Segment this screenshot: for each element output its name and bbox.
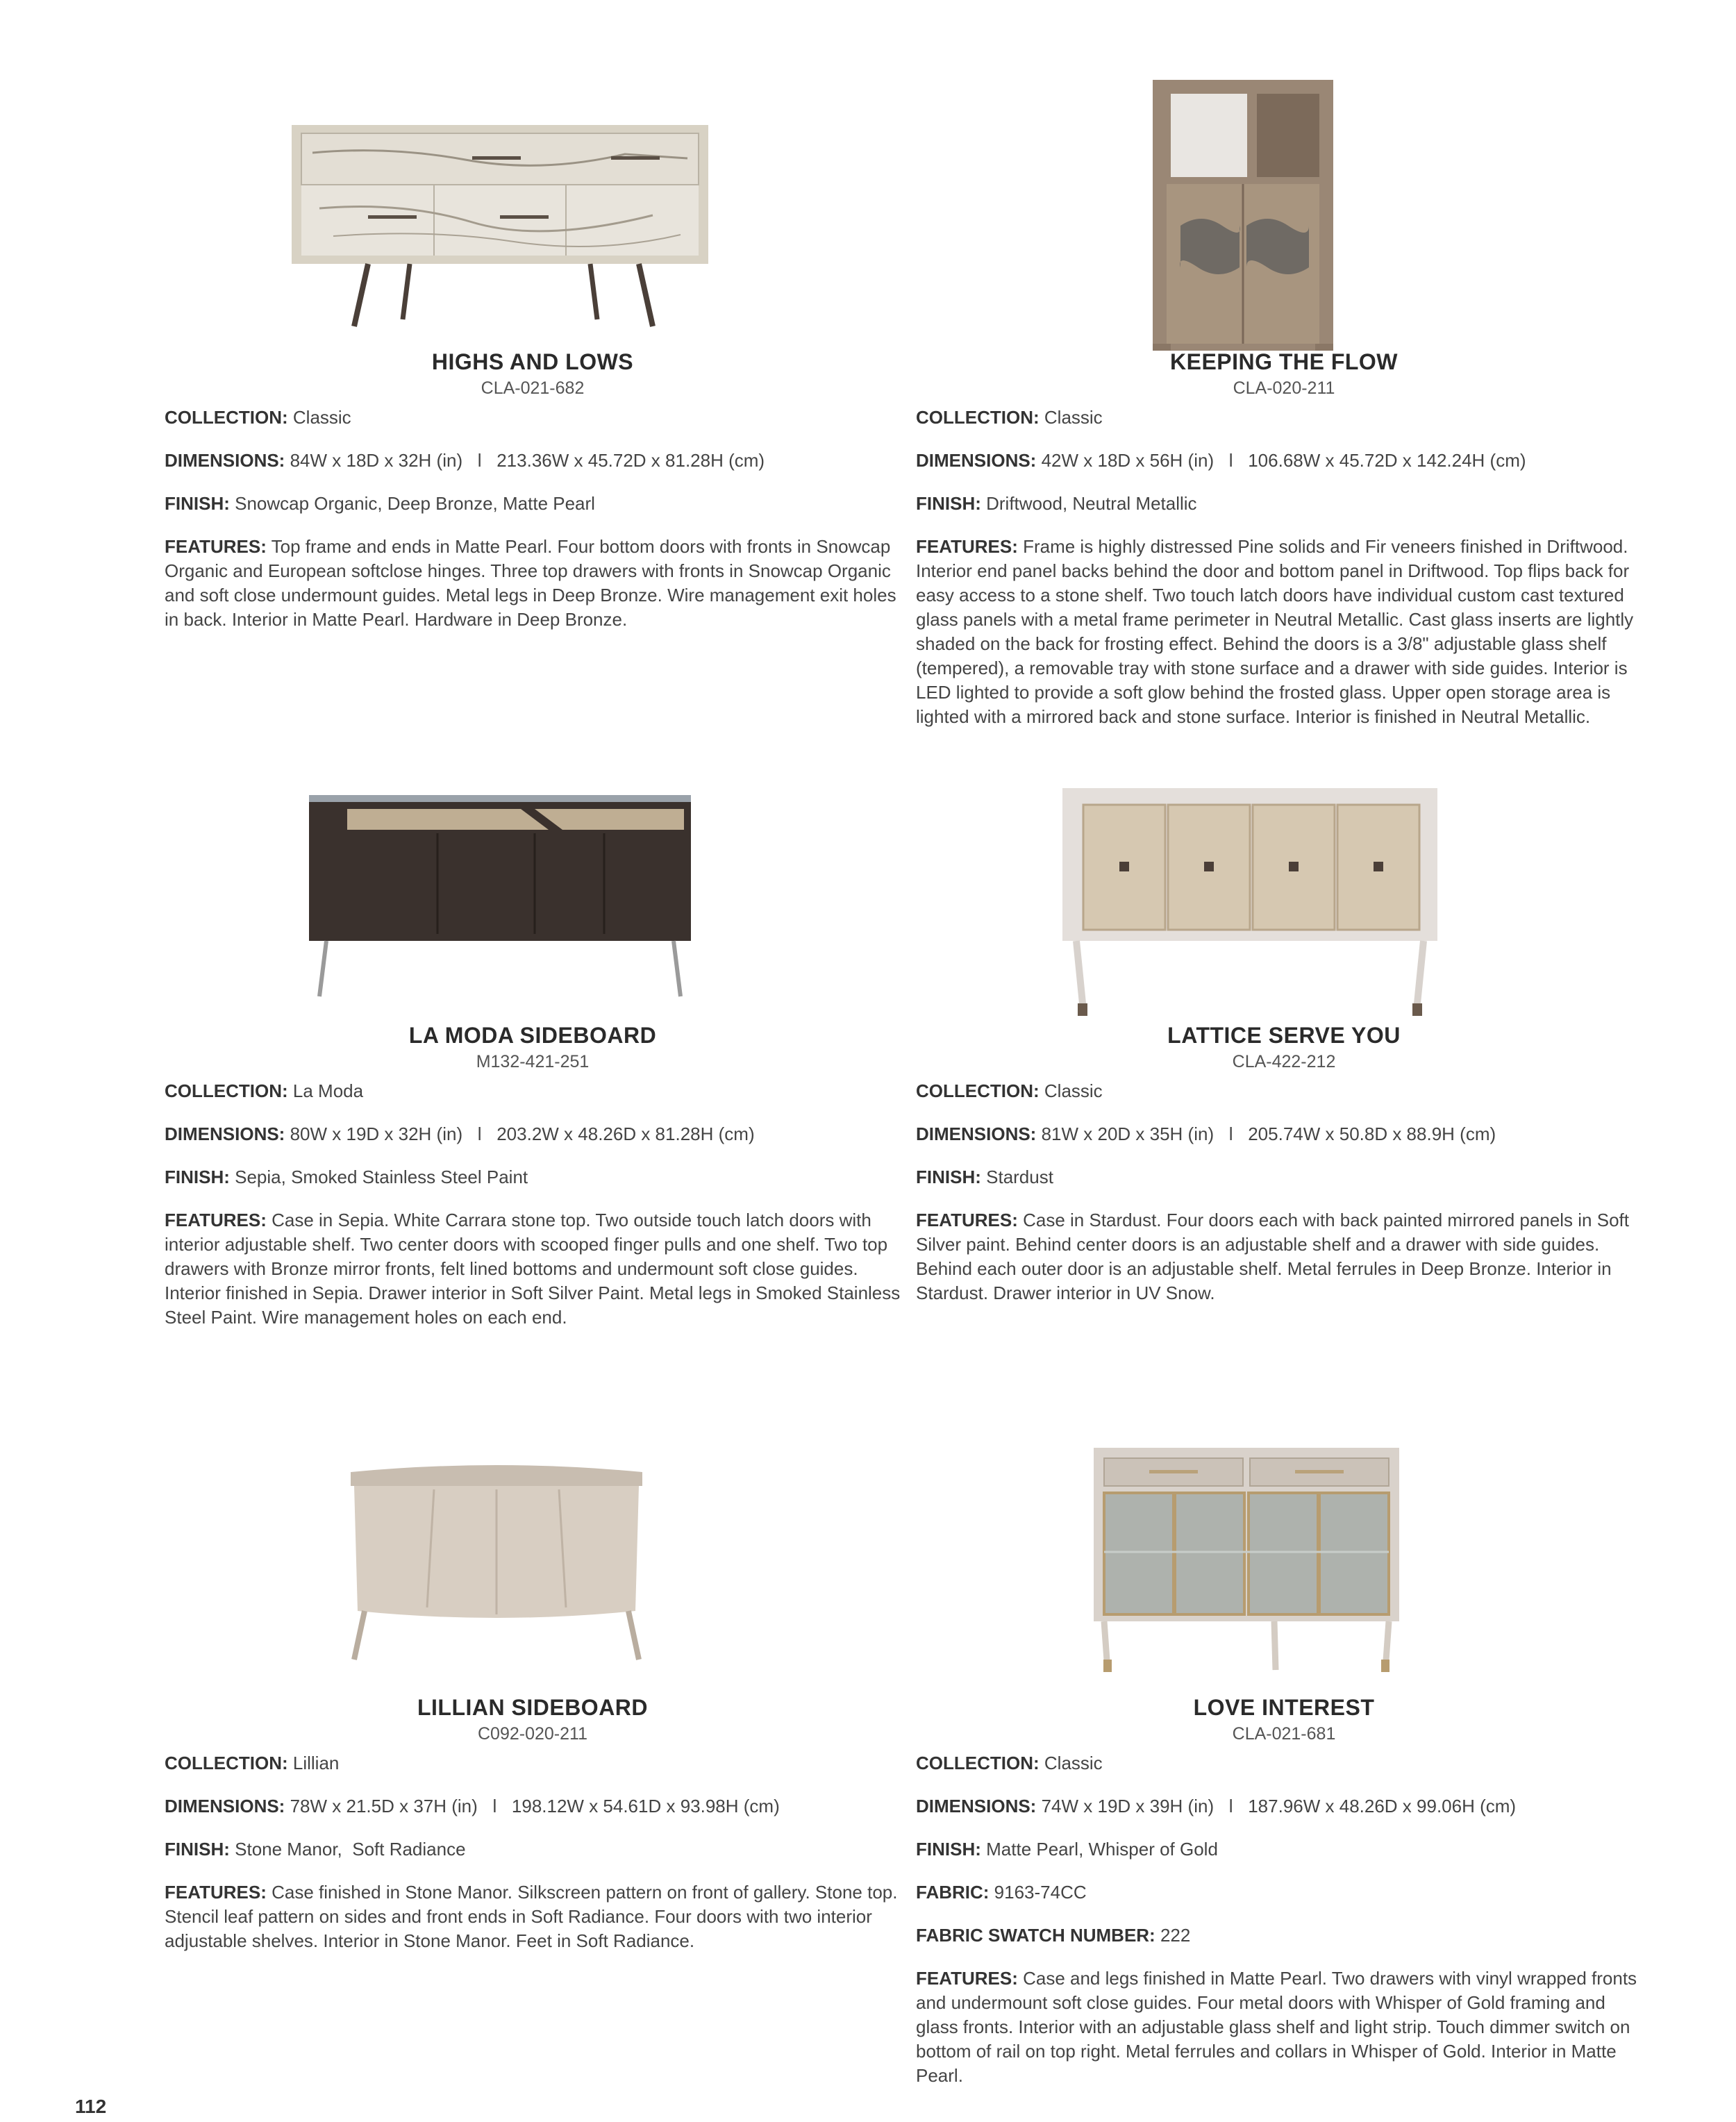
finish-line: FINISH: Snowcap Organic, Deep Bronze, Matte Pearl: [165, 493, 595, 514]
collection-line: COLLECTION: Classic: [916, 1753, 1103, 1773]
fabric-swatch-line: FABRIC SWATCH NUMBER: 222: [916, 1925, 1191, 1946]
features-text: FEATURES: Case in Stardust. Four doors each with back painted mirrored panels in Soft Silver paint. Behind center doors is an adjustable shelf and a drawer with side guides. Behind each outer door is an adjustable shelf. Metal ferrules in Deep Bronze. Interior in Stardust. Drawer interior in UV Snow.: [916, 1210, 1629, 1303]
features-text: FEATURES: Top frame and ends in Matte Pearl. Four bottom doors with fronts in Snowcap Organic and European softclose hinges. Three top drawers with fronts in Snowcap Organic and soft close undermount guides. Metal legs in Deep Bronze. Wire management exit holes in back. Interior in Matte Pearl. Hardware in Deep Bronze.: [165, 536, 896, 630]
product-sku: CLA-020-211: [1233, 378, 1335, 398]
collection-line: COLLECTION: La Moda: [165, 1080, 364, 1101]
collection-line: COLLECTION: Classic: [916, 407, 1103, 428]
love-interest-image: [1094, 1448, 1399, 1677]
product-sku: CLA-021-681: [1232, 1724, 1336, 1744]
finish-line: FINISH: Sepia, Smoked Stainless Steel Paint: [165, 1167, 528, 1187]
product-title: LA MODA SIDEBOARD: [408, 1023, 657, 1048]
dimensions-line: DIMENSIONS: 81W x 20D x 35H (in) l 205.74W x 50.8D x 88.9H (cm): [916, 1123, 1496, 1144]
product-sku: C092-020-211: [478, 1724, 587, 1744]
product-title: LATTICE SERVE YOU: [1167, 1023, 1401, 1048]
dimensions-line: DIMENSIONS: 74W x 19D x 39H (in) l 187.96W x 48.26D x 99.06H (cm): [916, 1796, 1517, 1816]
collection-line: COLLECTION: Classic: [916, 1080, 1103, 1101]
dimensions-line: DIMENSIONS: 42W x 18D x 56H (in) l 106.68W x 45.72D x 142.24H (cm): [916, 450, 1526, 471]
product-lattice-serve-you: [916, 1021, 1652, 1324]
product-la-moda-sideboard: [165, 1021, 901, 1348]
dimensions-line: DIMENSIONS: 80W x 19D x 32H (in) l 203.2W x 48.26D x 81.28H (cm): [165, 1123, 755, 1144]
features-text: FEATURES: Case in Sepia. White Carrara stone top. Two outside touch latch doors with interior adjustable shelf. Two center doors with scooped finger pulls and one shelf. Two top drawers with Bronze mirror fronts, felt lined bottoms and undermount soft close guides. Interior finished in Sepia. Drawer interior in Soft Silver Paint. Metal legs in Smoked Stainless Steel Paint. Wire management holes on each end.: [165, 1210, 901, 1328]
features-text: FEATURES: Case finished in Stone Manor. Silkscreen pattern on front of gallery. Stone top. Stencil leaf pattern on sides and front ends in Soft Radiance. Four doors with two interior adjustable shelves. Interior in Stone Manor. Feet in Soft Radiance.: [165, 1882, 898, 1951]
la-moda-sideboard-image: [299, 795, 701, 1003]
fabric-line: FABRIC: 9163-74CC: [916, 1882, 1087, 1903]
keeping-the-flow-image: [1153, 80, 1333, 351]
lattice-serve-you-image: [1062, 788, 1437, 1024]
product-sku: CLA-021-682: [481, 378, 585, 398]
dimensions-line: DIMENSIONS: 78W x 21.5D x 37H (in) l 198.12W x 54.61D x 93.98H (cm): [165, 1796, 780, 1816]
product-title: LOVE INTEREST: [1193, 1695, 1375, 1720]
product-keeping-the-flow: [916, 347, 1652, 748]
collection-line: COLLECTION: Lillian: [165, 1753, 340, 1773]
product-lillian-sideboard: [165, 1693, 901, 1972]
product-love-interest: [916, 1693, 1652, 2107]
finish-line: FINISH: Driftwood, Neutral Metallic: [916, 493, 1197, 514]
product-title: LILLIAN SIDEBOARD: [417, 1695, 649, 1720]
features-text: FEATURES: Frame is highly distressed Pine solids and Fir veneers finished in Driftwood. Interior end panel backs behind the door and bottom panel in Driftwood. Top flips back for easy access to a stone shelf. Two touch latch doors have individual custom cast textured glass panels with a metal frame perimeter in Neutral Metallic. Cast glass inserts are lightly shaded on the back for frosting effect. Behind the doors is a 3/8" adjustable glass shelf (tempered), a removable tray with stone surface and a drawer with side guides. Interior is LED lighted to provide a soft glow behind the frosted glass. Upper open storage area is lighted with a mirrored back and stone surface. Interior is finished in Neutral Metallic.: [916, 536, 1634, 727]
product-highs-and-lows: [165, 347, 901, 651]
collection-line: COLLECTION: Classic: [165, 407, 351, 428]
product-title: KEEPING THE FLOW: [1170, 349, 1398, 374]
product-title: HIGHS AND LOWS: [431, 349, 634, 374]
finish-line: FINISH: Stone Manor, Soft Radiance: [165, 1839, 466, 1860]
finish-line: FINISH: Stardust: [916, 1167, 1053, 1187]
lillian-sideboard-image: [344, 1458, 649, 1666]
product-sku: CLA-422-212: [1232, 1052, 1336, 1071]
page-number: 112: [75, 2096, 107, 2117]
features-text: FEATURES: Case and legs finished in Matte Pearl. Two drawers with vinyl wrapped fronts and undermount soft close guides. Four metal doors with Whisper of Gold framing and glass fronts. Interior with an adjustable glass shelf and light strip. Touch dimmer switch on bottom of rail on top right. Metal ferrules and collars in Whisper of Gold. Interior in Matte Pearl.: [916, 1968, 1637, 2086]
highs-and-lows-image: [292, 118, 708, 340]
dimensions-line: DIMENSIONS: 84W x 18D x 32H (in) l 213.36W x 45.72D x 81.28H (cm): [165, 450, 765, 471]
finish-line: FINISH: Matte Pearl, Whisper of Gold: [916, 1839, 1218, 1860]
product-sku: M132-421-251: [476, 1052, 590, 1071]
